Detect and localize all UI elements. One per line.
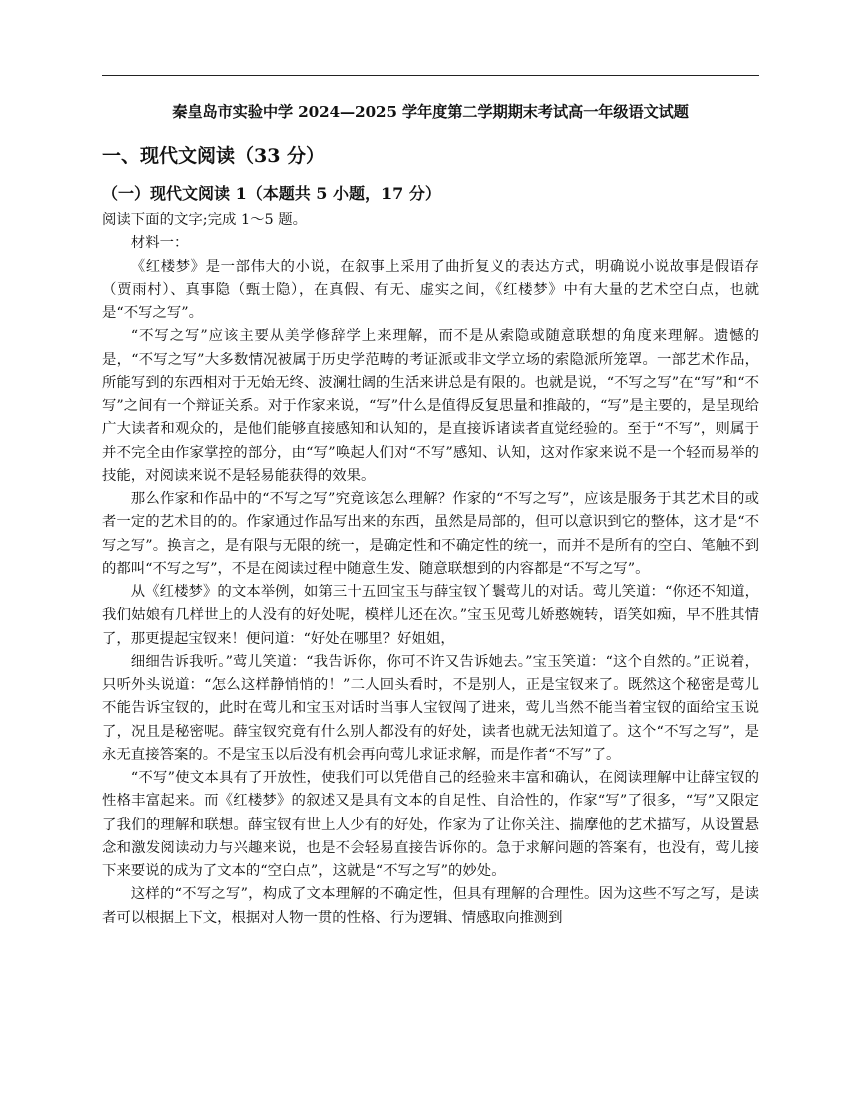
material-label: 材料一： bbox=[130, 235, 189, 252]
exam-title: 秦皇岛市实验中学 2024—2025 学年度第二学期期末考试高一年级语文试题 bbox=[172, 103, 689, 121]
passage-paragraph: 细细告诉我听。”莺儿笑道：“我告诉你，你可不许又告诉她去。”宝玉笑道：“这个自然的。”正说着，只听外头说道：“怎么这样静悄悄的！”二人回头看时，不是别人，正是宝钗来了。既然这个秘密是莺儿不能告诉宝钗的，此时在莺儿和宝玉对话时当事人宝钗闯了进来，莺儿当然不能当着宝钗的面给宝玉说了，况且是秘密呢。薛宝钗究竟有什么别人都没有的好处，读者也就无法知道了。这个“不写之写”，是永无直接答案的。不是宝玉以后没有机会再向莺儿求证求解，而是作者“不写”了。 bbox=[102, 653, 759, 763]
header-rule bbox=[102, 75, 759, 76]
passage-paragraph: “不写之写”应该主要从美学修辞学上来理解，而不是从索隐或随意联想的角度来理解。遗憾的是，“不写之写”大多数情况被属于历史学范畴的考证派或非文学立场的索隐派所笼罩。一部艺术作品，所能写到的东西相对于无始无终、波澜壮阔的生活来讲总是有限的。也就是说，“不写之写”在“写”和“不写”之间有一个辩证关系。对于作家来说，“写”什么是值得反复思量和推敲的，“写”是主要的，是呈现给广大读者和观众的，是他们能够直接感知和认知的，是直接诉诸读者直觉经验的。至于“不写”，则属于并不完全由作家掌控的部分，由“写”唤起人们对“不写”感知、认知，这对作家来说不是一个轻而易举的技能，对阅读来说不是轻易能获得的效果。 bbox=[102, 328, 759, 484]
instruction-text: 阅读下面的文字;完成 1～5 题。 bbox=[102, 212, 307, 228]
subsection-heading: （一）现代文阅读 1（本题共 5 小题，17 分） bbox=[102, 184, 441, 203]
passage-paragraph: “不写”使文本具有了开放性，使我们可以凭借自己的经验来丰富和确认，在阅读理解中让薛宝钗的性格丰富起来。而《红楼梦》的叙述又是具有文本的自足性、自洽性的，作家“写”了很多，“写”又限定了我们的理解和联想。薛宝钗有世上人少有的好处，作家为了让你关注、揣摩他的艺术描写，从设置悬念和激发阅读动力与兴趣来说，也是不会轻易直接告诉你的。急于求解问题的答案有，也没有，莺儿接下来要说的成为了文本的“空白点”，这就是“不写之写”的妙处。 bbox=[102, 770, 759, 879]
passage-paragraph: 《红楼梦》是一部伟大的小说，在叙事上采用了曲折复义的表达方式，明确说小说故事是假语存（贾雨村）、真事隐（甄士隐），在真假、有无、虚实之间，《红楼梦》中有大量的艺术空白点，也就是“不写之写”。 bbox=[102, 258, 759, 321]
passage-paragraph: 这样的“不写之写”，构成了文本理解的不确定性，但具有理解的合理性。因为这些不写之写，是读者可以根据上下文，根据对人物一贯的性格、行为逻辑、情感取向推测到 bbox=[102, 886, 759, 926]
passage-paragraph: 从《红楼梦》的文本举例，如第三十五回宝玉与薛宝钗丫鬟莺儿的对话。莺儿笑道：“你还不知道，我们姑娘有几样世上的人没有的好处呢，模样儿还在次。”宝玉见莺儿娇憨婉转，语笑如痴，早不胜其情了，那更提起宝钗来！便问道：“好处在哪里？好姐姐， bbox=[102, 584, 759, 647]
section-heading: 一、现代文阅读（33 分） bbox=[102, 145, 326, 167]
passage-paragraph: 那么作家和作品中的“不写之写”究竟该怎么理解？作家的“不写之写”，应该是服务于其艺术目的或者一定的艺术目的的。作家通过作品写出来的东西，虽然是局部的，但可以意识到它的整体，这才是“不写之写”。换言之，是有限与无限的统一，是确定性和不确定性的统一，而并不是所有的空白、笔触不到的都叫“不写之写”，不是在阅读过程中随意生发、随意联想到的内容都是“不写之写”。 bbox=[102, 491, 759, 577]
reading-passage bbox=[102, 209, 759, 930]
